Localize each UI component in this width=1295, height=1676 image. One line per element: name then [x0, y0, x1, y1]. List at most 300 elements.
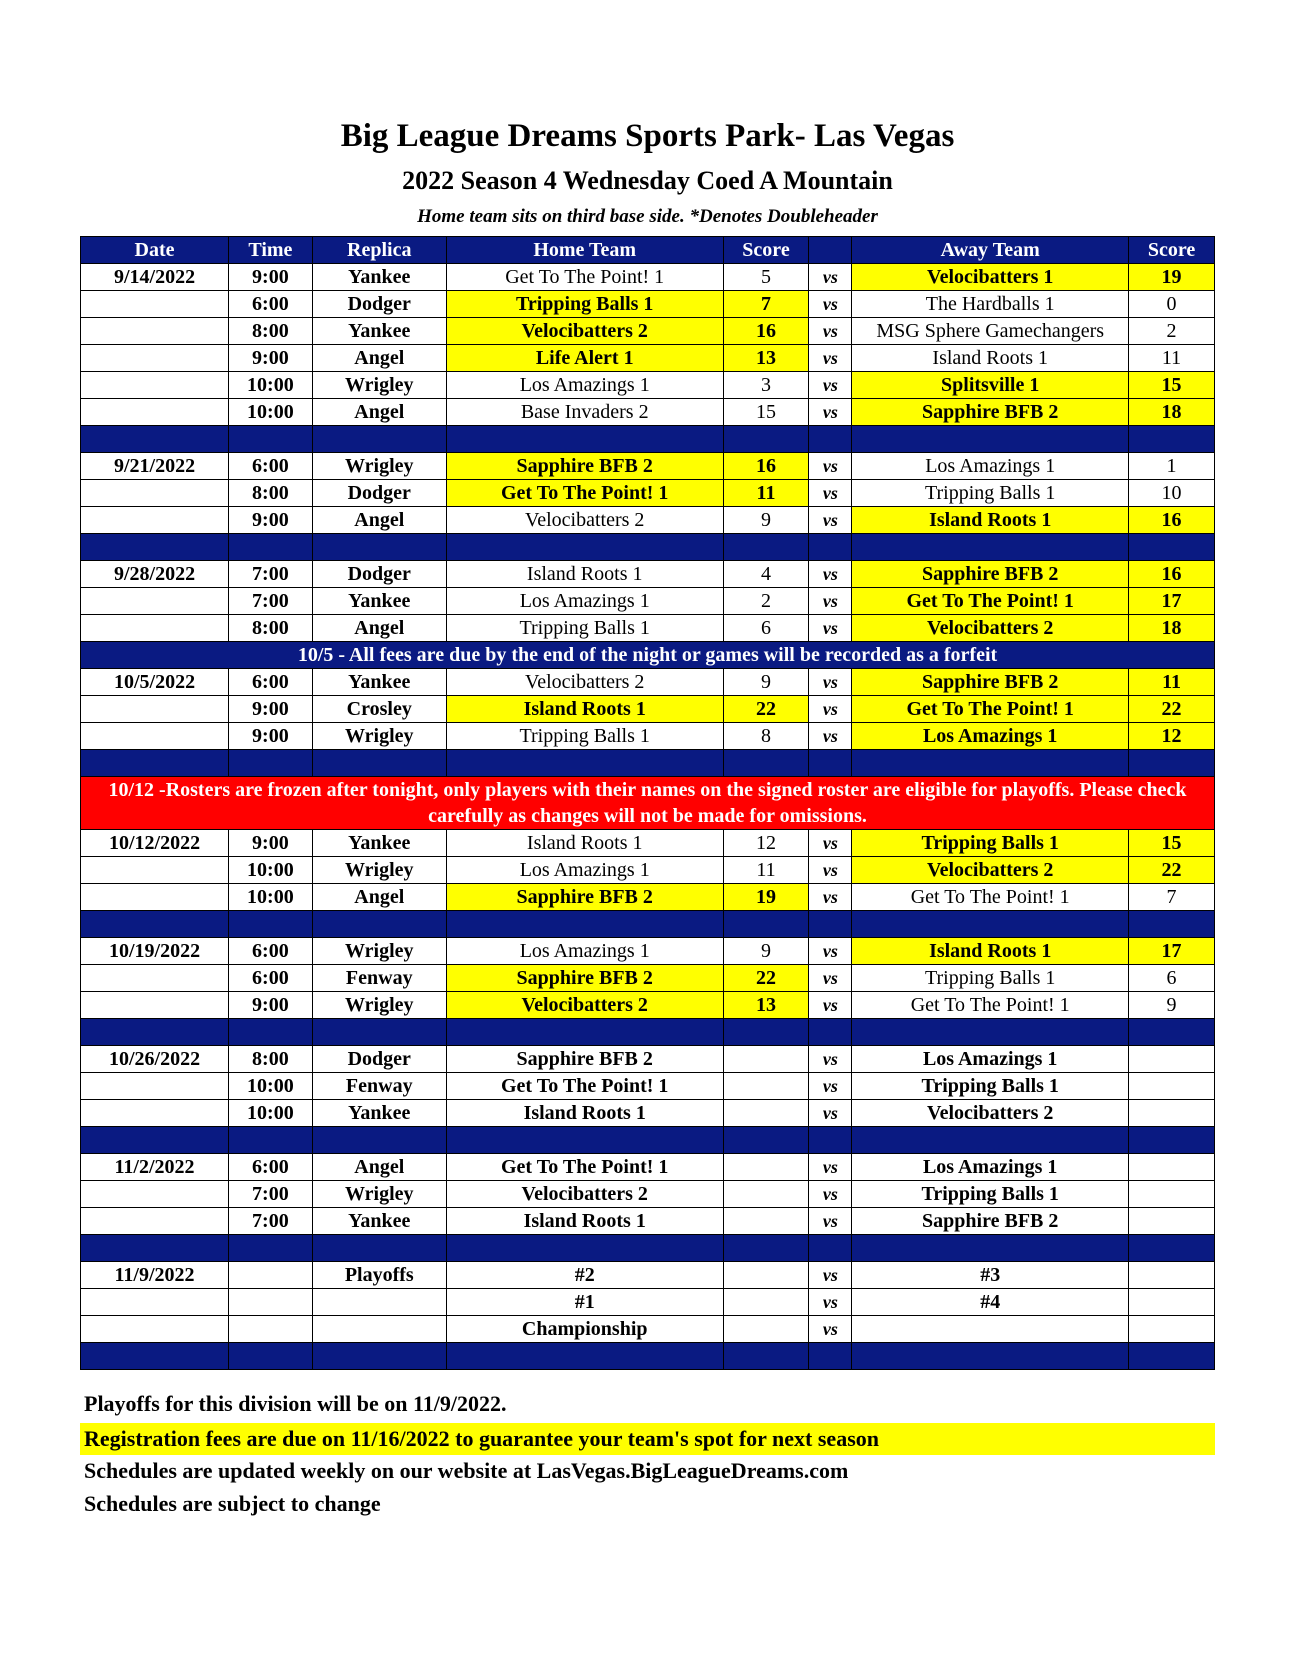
game-date: 10/19/2022	[81, 938, 229, 965]
game-date	[81, 372, 229, 399]
separator-cell	[852, 750, 1129, 777]
vs-label: vs	[809, 992, 852, 1019]
game-date: 9/14/2022	[81, 264, 229, 291]
away-score: 17	[1129, 938, 1215, 965]
vs-label: vs	[809, 264, 852, 291]
separator-cell	[81, 1235, 229, 1262]
game-date	[81, 965, 229, 992]
col-header-away-score: Score	[1129, 237, 1215, 264]
home-team: Velocibatters 2	[446, 669, 723, 696]
away-team: Splitsville 1	[852, 372, 1129, 399]
game-date	[81, 1181, 229, 1208]
home-score: 13	[723, 992, 809, 1019]
away-score	[1129, 1181, 1215, 1208]
game-row	[81, 723, 1215, 750]
game-row	[81, 1316, 1215, 1343]
game-time: 10:00	[229, 1100, 313, 1127]
vs-label: vs	[809, 1073, 852, 1100]
fees-notice-row	[81, 642, 1215, 669]
separator-cell	[229, 911, 313, 938]
separator-cell	[723, 750, 809, 777]
game-row	[81, 507, 1215, 534]
game-row	[81, 318, 1215, 345]
game-row	[81, 1262, 1215, 1289]
separator-cell	[81, 1019, 229, 1046]
field-replica: Wrigley	[312, 938, 446, 965]
game-time: 6:00	[229, 453, 313, 480]
away-team: Get To The Point! 1	[852, 992, 1129, 1019]
separator-cell	[809, 426, 852, 453]
game-time: 9:00	[229, 507, 313, 534]
home-score: 9	[723, 669, 809, 696]
away-score	[1129, 1208, 1215, 1235]
game-row	[81, 669, 1215, 696]
away-score: 10	[1129, 480, 1215, 507]
field-replica: Wrigley	[312, 723, 446, 750]
game-row	[81, 615, 1215, 642]
away-score	[1129, 1316, 1215, 1343]
away-score: 22	[1129, 696, 1215, 723]
separator-cell	[81, 534, 229, 561]
away-team: Tripping Balls 1	[852, 830, 1129, 857]
roster-notice-row	[81, 777, 1215, 830]
game-time: 6:00	[229, 1154, 313, 1181]
field-replica: Angel	[312, 399, 446, 426]
away-team: Velocibatters 1	[852, 264, 1129, 291]
game-date	[81, 1316, 229, 1343]
game-row	[81, 372, 1215, 399]
away-score: 11	[1129, 345, 1215, 372]
vs-label: vs	[809, 345, 852, 372]
game-date	[81, 992, 229, 1019]
separator-cell	[446, 911, 723, 938]
website-note: Schedules are updated weekly on our website at LasVegas.BigLeagueDreams.com	[84, 1458, 849, 1483]
field-replica: Angel	[312, 345, 446, 372]
field-replica: Yankee	[312, 669, 446, 696]
away-score: 17	[1129, 588, 1215, 615]
field-replica: Yankee	[312, 1100, 446, 1127]
separator-cell	[446, 426, 723, 453]
game-date	[81, 345, 229, 372]
away-score: 1	[1129, 453, 1215, 480]
home-score	[723, 1262, 809, 1289]
game-row	[81, 345, 1215, 372]
separator-cell	[312, 750, 446, 777]
game-date	[81, 480, 229, 507]
field-replica: Wrigley	[312, 857, 446, 884]
home-score: 13	[723, 345, 809, 372]
home-team: Get To The Point! 1	[446, 264, 723, 291]
field-replica	[312, 1289, 446, 1316]
home-team: Island Roots 1	[446, 830, 723, 857]
away-score: 15	[1129, 372, 1215, 399]
game-time: 10:00	[229, 372, 313, 399]
game-time: 7:00	[229, 1208, 313, 1235]
away-team: Sapphire BFB 2	[852, 1208, 1129, 1235]
vs-label: vs	[809, 480, 852, 507]
game-time: 9:00	[229, 696, 313, 723]
game-row	[81, 453, 1215, 480]
game-time: 6:00	[229, 669, 313, 696]
game-row	[81, 588, 1215, 615]
separator-cell	[229, 750, 313, 777]
game-time: 8:00	[229, 615, 313, 642]
game-time: 9:00	[229, 264, 313, 291]
game-date	[81, 588, 229, 615]
game-time: 9:00	[229, 723, 313, 750]
home-score: 7	[723, 291, 809, 318]
separator-cell	[229, 1343, 313, 1370]
game-row	[81, 830, 1215, 857]
separator-cell	[1129, 1235, 1215, 1262]
home-team: Velocibatters 2	[446, 1181, 723, 1208]
game-row	[81, 291, 1215, 318]
home-team: Base Invaders 2	[446, 399, 723, 426]
away-score	[1129, 1100, 1215, 1127]
vs-label: vs	[809, 1181, 852, 1208]
away-team: Island Roots 1	[852, 345, 1129, 372]
home-team: Velocibatters 2	[446, 318, 723, 345]
home-team: #1	[446, 1289, 723, 1316]
home-score: 22	[723, 965, 809, 992]
game-date	[81, 1073, 229, 1100]
home-score	[723, 1208, 809, 1235]
field-replica: Angel	[312, 884, 446, 911]
vs-label: vs	[809, 507, 852, 534]
separator-cell	[723, 1235, 809, 1262]
home-score: 6	[723, 615, 809, 642]
game-time: 9:00	[229, 830, 313, 857]
game-date	[81, 1208, 229, 1235]
home-score: 11	[723, 857, 809, 884]
home-score: 5	[723, 264, 809, 291]
separator-cell	[312, 1127, 446, 1154]
col-header-home-score: Score	[723, 237, 809, 264]
home-score	[723, 1316, 809, 1343]
separator-cell	[809, 911, 852, 938]
vs-label: vs	[809, 453, 852, 480]
field-replica: Angel	[312, 507, 446, 534]
field-replica: Yankee	[312, 318, 446, 345]
home-team: Island Roots 1	[446, 1208, 723, 1235]
game-time	[229, 1262, 313, 1289]
field-replica: Dodger	[312, 1046, 446, 1073]
game-row	[81, 480, 1215, 507]
home-team: Los Amazings 1	[446, 938, 723, 965]
vs-label: vs	[809, 615, 852, 642]
game-time: 10:00	[229, 884, 313, 911]
game-date	[81, 399, 229, 426]
game-time: 10:00	[229, 857, 313, 884]
col-header-date: Date	[81, 237, 229, 264]
home-team: Sapphire BFB 2	[446, 965, 723, 992]
game-time: 6:00	[229, 938, 313, 965]
game-row	[81, 938, 1215, 965]
home-score	[723, 1181, 809, 1208]
field-replica: Dodger	[312, 480, 446, 507]
field-replica: Fenway	[312, 965, 446, 992]
vs-label: vs	[809, 318, 852, 345]
home-team: Championship	[446, 1316, 723, 1343]
change-note: Schedules are subject to change	[84, 1491, 381, 1516]
separator-row	[81, 534, 1215, 561]
separator-cell	[229, 534, 313, 561]
separator-cell	[852, 1019, 1129, 1046]
vs-label: vs	[809, 561, 852, 588]
away-team: Island Roots 1	[852, 938, 1129, 965]
game-row	[81, 561, 1215, 588]
separator-cell	[81, 426, 229, 453]
home-score: 9	[723, 938, 809, 965]
game-row	[81, 857, 1215, 884]
field-replica: Wrigley	[312, 453, 446, 480]
vs-label: vs	[809, 588, 852, 615]
game-date	[81, 723, 229, 750]
separator-row	[81, 911, 1215, 938]
home-score: 8	[723, 723, 809, 750]
separator-cell	[852, 534, 1129, 561]
col-header-away-team: Away Team	[852, 237, 1129, 264]
home-score: 4	[723, 561, 809, 588]
table-header-row	[81, 237, 1215, 264]
game-row	[81, 1181, 1215, 1208]
away-score	[1129, 1073, 1215, 1100]
separator-cell	[852, 1235, 1129, 1262]
home-team: Los Amazings 1	[446, 588, 723, 615]
separator-cell	[723, 426, 809, 453]
field-replica: Angel	[312, 1154, 446, 1181]
separator-cell	[312, 1235, 446, 1262]
separator-cell	[723, 1343, 809, 1370]
separator-cell	[723, 911, 809, 938]
home-score: 16	[723, 318, 809, 345]
game-time: 6:00	[229, 965, 313, 992]
separator-cell	[312, 1019, 446, 1046]
game-row	[81, 1046, 1215, 1073]
separator-cell	[446, 1019, 723, 1046]
separator-cell	[1129, 426, 1215, 453]
game-time: 9:00	[229, 345, 313, 372]
home-score: 12	[723, 830, 809, 857]
game-time: 8:00	[229, 480, 313, 507]
game-time: 7:00	[229, 588, 313, 615]
away-score: 22	[1129, 857, 1215, 884]
game-row	[81, 264, 1215, 291]
separator-cell	[446, 1235, 723, 1262]
separator-cell	[229, 1235, 313, 1262]
separator-row	[81, 750, 1215, 777]
separator-cell	[809, 1235, 852, 1262]
home-team: Sapphire BFB 2	[446, 884, 723, 911]
away-team: Island Roots 1	[852, 507, 1129, 534]
home-team: Sapphire BFB 2	[446, 453, 723, 480]
separator-cell	[1129, 1127, 1215, 1154]
away-team: Tripping Balls 1	[852, 1073, 1129, 1100]
vs-label: vs	[809, 857, 852, 884]
separator-cell	[852, 426, 1129, 453]
notice-text: 10/5 - All fees are due by the end of the night or games will be recorded as a forfeit	[81, 642, 1215, 669]
playoffs-note: Playoffs for this division will be on 11/9/2022.	[84, 1391, 507, 1416]
field-replica: Fenway	[312, 1073, 446, 1100]
vs-label: vs	[809, 399, 852, 426]
separator-row	[81, 1127, 1215, 1154]
separator-row	[81, 426, 1215, 453]
vs-label: vs	[809, 884, 852, 911]
separator-cell	[723, 1019, 809, 1046]
away-team: Sapphire BFB 2	[852, 669, 1129, 696]
home-score	[723, 1154, 809, 1181]
away-score: 0	[1129, 291, 1215, 318]
vs-label: vs	[809, 723, 852, 750]
game-time: 6:00	[229, 291, 313, 318]
separator-cell	[809, 534, 852, 561]
home-team: Tripping Balls 1	[446, 723, 723, 750]
game-time: 10:00	[229, 1073, 313, 1100]
schedule-body	[81, 264, 1215, 1370]
game-row	[81, 1073, 1215, 1100]
home-score: 19	[723, 884, 809, 911]
away-team: Get To The Point! 1	[852, 696, 1129, 723]
away-team: Velocibatters 2	[852, 615, 1129, 642]
game-row	[81, 884, 1215, 911]
game-date: 9/21/2022	[81, 453, 229, 480]
away-score: 16	[1129, 561, 1215, 588]
game-row	[81, 1289, 1215, 1316]
separator-cell	[809, 750, 852, 777]
separator-cell	[1129, 1343, 1215, 1370]
field-replica: Yankee	[312, 588, 446, 615]
page-subtitle: 2022 Season 4 Wednesday Coed A Mountain	[402, 166, 893, 195]
game-date	[81, 318, 229, 345]
game-date: 10/5/2022	[81, 669, 229, 696]
col-header-replica: Replica	[312, 237, 446, 264]
game-time: 10:00	[229, 399, 313, 426]
separator-cell	[1129, 750, 1215, 777]
game-date	[81, 857, 229, 884]
game-row	[81, 696, 1215, 723]
game-row	[81, 965, 1215, 992]
away-score: 18	[1129, 615, 1215, 642]
vs-label: vs	[809, 965, 852, 992]
home-score: 16	[723, 453, 809, 480]
field-replica: Angel	[312, 615, 446, 642]
away-score: 12	[1129, 723, 1215, 750]
separator-cell	[446, 534, 723, 561]
away-team: Los Amazings 1	[852, 723, 1129, 750]
field-replica: Playoffs	[312, 1262, 446, 1289]
separator-cell	[852, 911, 1129, 938]
away-team: Get To The Point! 1	[852, 588, 1129, 615]
away-score	[1129, 1262, 1215, 1289]
separator-cell	[312, 1343, 446, 1370]
field-replica: Crosley	[312, 696, 446, 723]
vs-label: vs	[809, 669, 852, 696]
separator-cell	[1129, 534, 1215, 561]
separator-cell	[1129, 1019, 1215, 1046]
separator-cell	[81, 1127, 229, 1154]
away-score	[1129, 1289, 1215, 1316]
page-title: Big League Dreams Sports Park- Las Vegas	[340, 118, 955, 154]
away-score: 9	[1129, 992, 1215, 1019]
col-header-time: Time	[229, 237, 313, 264]
game-time: 7:00	[229, 561, 313, 588]
home-score	[723, 1100, 809, 1127]
separator-cell	[229, 1019, 313, 1046]
separator-cell	[446, 750, 723, 777]
away-score: 19	[1129, 264, 1215, 291]
game-row	[81, 992, 1215, 1019]
separator-cell	[723, 1127, 809, 1154]
home-team: Island Roots 1	[446, 1100, 723, 1127]
separator-cell	[312, 534, 446, 561]
game-time: 7:00	[229, 1181, 313, 1208]
col-header-vs	[809, 237, 852, 264]
separator-cell	[312, 911, 446, 938]
home-team: Get To The Point! 1	[446, 1154, 723, 1181]
game-time: 9:00	[229, 992, 313, 1019]
home-team: Los Amazings 1	[446, 857, 723, 884]
game-time	[229, 1316, 313, 1343]
away-team: #4	[852, 1289, 1129, 1316]
away-score	[1129, 1154, 1215, 1181]
home-score	[723, 1046, 809, 1073]
separator-cell	[81, 1343, 229, 1370]
separator-cell	[81, 911, 229, 938]
field-replica: Yankee	[312, 264, 446, 291]
separator-cell	[229, 426, 313, 453]
game-date: 10/12/2022	[81, 830, 229, 857]
home-score: 2	[723, 588, 809, 615]
away-team: #3	[852, 1262, 1129, 1289]
away-score: 18	[1129, 399, 1215, 426]
game-time	[229, 1289, 313, 1316]
separator-cell	[723, 534, 809, 561]
away-score: 6	[1129, 965, 1215, 992]
field-replica: Dodger	[312, 561, 446, 588]
field-replica: Yankee	[312, 830, 446, 857]
game-date: 9/28/2022	[81, 561, 229, 588]
home-team: Tripping Balls 1	[446, 615, 723, 642]
away-team: Tripping Balls 1	[852, 965, 1129, 992]
away-team: Los Amazings 1	[852, 1154, 1129, 1181]
vs-label: vs	[809, 291, 852, 318]
vs-label: vs	[809, 1316, 852, 1343]
vs-label: vs	[809, 1046, 852, 1073]
home-team: Get To The Point! 1	[446, 480, 723, 507]
separator-cell	[1129, 911, 1215, 938]
game-date	[81, 291, 229, 318]
game-date	[81, 884, 229, 911]
game-time: 8:00	[229, 1046, 313, 1073]
separator-cell	[229, 1127, 313, 1154]
game-row	[81, 1100, 1215, 1127]
game-row	[81, 1208, 1215, 1235]
away-score	[1129, 1046, 1215, 1073]
home-score: 22	[723, 696, 809, 723]
vs-label: vs	[809, 830, 852, 857]
game-row	[81, 399, 1215, 426]
schedule-note: Home team sits on third base side. *Denotes Doubleheader	[417, 206, 878, 227]
separator-cell	[809, 1127, 852, 1154]
away-team: Get To The Point! 1	[852, 884, 1129, 911]
game-date: 10/26/2022	[81, 1046, 229, 1073]
home-score: 3	[723, 372, 809, 399]
home-team: Tripping Balls 1	[446, 291, 723, 318]
field-replica: Wrigley	[312, 372, 446, 399]
vs-label: vs	[809, 938, 852, 965]
game-row	[81, 1154, 1215, 1181]
schedule-table	[80, 236, 1215, 1370]
